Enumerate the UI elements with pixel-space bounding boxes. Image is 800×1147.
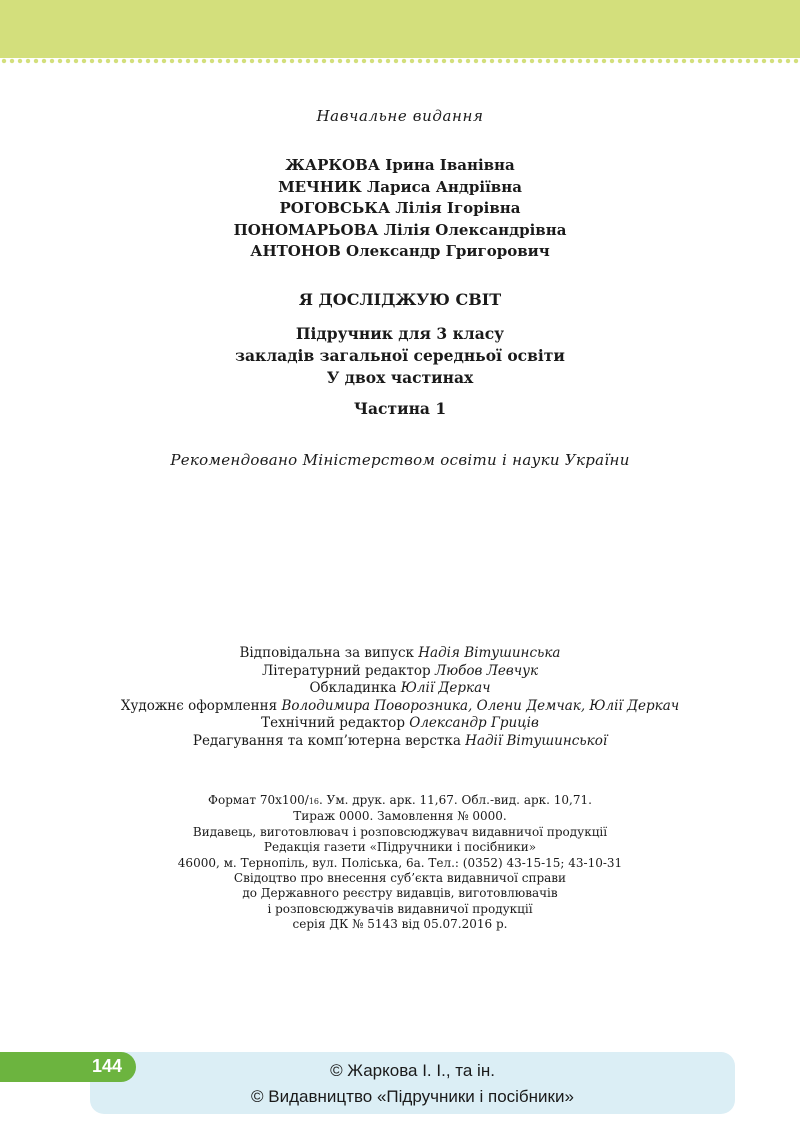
credit-role: Технічний редактор bbox=[261, 715, 405, 731]
credit-line bbox=[0, 645, 800, 663]
credit-line bbox=[0, 663, 800, 681]
credit-role: Літературний редактор bbox=[261, 662, 431, 679]
credit-line bbox=[0, 698, 800, 716]
copyright-authors: © Жаркова І. І., та ін. bbox=[330, 1061, 495, 1080]
format-sub: 16 bbox=[308, 797, 320, 806]
author-name: Лілія Олександрівна bbox=[383, 220, 567, 239]
print-info-line: і розповсюджувачів видавничої продукції bbox=[267, 901, 533, 916]
author-line bbox=[0, 220, 800, 242]
credit-person: Володимира Поворозника, Олени Демчак, Юлії Деркач bbox=[281, 697, 680, 714]
author-surname: МЕЧНИК bbox=[278, 177, 362, 196]
imprint-type: Навчальне видання bbox=[316, 107, 484, 125]
subtitle-line: Підручник для 3 класу bbox=[295, 324, 505, 343]
print-info-line: Тираж 0000. Замовлення № 0000. bbox=[293, 809, 507, 824]
author-line bbox=[0, 198, 800, 220]
author-surname: ПОНОМАРЬОВА bbox=[233, 220, 379, 239]
recommendation-note: Рекомендовано Міністерством освіти і науки України bbox=[170, 451, 630, 469]
dotted-border bbox=[0, 58, 800, 64]
book-subtitle bbox=[0, 323, 800, 389]
credit-role: Відповідальна за випуск bbox=[239, 645, 414, 661]
print-info-block bbox=[0, 793, 800, 933]
print-format-line bbox=[0, 793, 800, 809]
credit-person: Олександр Гриців bbox=[409, 715, 539, 731]
credit-person: Надія Вітушинська bbox=[418, 645, 561, 661]
print-info-line: Свідоцтво про внесення суб’єкта видавничої справи bbox=[233, 871, 567, 886]
book-title: Я ДОСЛІДЖУЮ СВІТ bbox=[298, 290, 502, 309]
author-name: Олександр Григорович bbox=[346, 242, 550, 260]
credit-line bbox=[0, 715, 800, 733]
author-surname: ЖАРКОВА bbox=[285, 156, 381, 174]
author-line bbox=[0, 155, 800, 177]
print-info-line: серія ДК № 5143 від 05.07.2016 р. bbox=[292, 917, 508, 932]
page-number: 144 bbox=[91, 1056, 122, 1076]
credit-role: Обкладинка bbox=[309, 680, 397, 696]
author-line bbox=[0, 241, 800, 263]
credit-person: Любов Левчук bbox=[434, 662, 539, 679]
author-surname: РОГОВСЬКА bbox=[279, 199, 391, 217]
author-line bbox=[0, 177, 800, 199]
page-number-tab bbox=[0, 1052, 136, 1082]
print-info-line: 46000, м. Тернопіль, вул. Поліська, 6а. Тел.: (0352) 43-15-15; 43-10-31 bbox=[177, 855, 623, 870]
print-info-line: Редакція газети «Підручники і посібники» bbox=[263, 840, 537, 855]
book-part: Частина 1 bbox=[353, 399, 447, 418]
credit-person: Надії Вітушинської bbox=[465, 732, 608, 749]
subtitle-line: У двох частинах bbox=[326, 368, 474, 387]
credit-person: Юлії Деркач bbox=[400, 680, 491, 696]
author-name: Лілія Ігорівна bbox=[395, 199, 521, 217]
author-surname: АНТОНОВ bbox=[250, 242, 341, 260]
print-info-line: до Державного реєстру видавців, виготовлювачів bbox=[242, 886, 558, 901]
top-decorative-band bbox=[0, 0, 800, 58]
credit-role: Художнє оформлення bbox=[120, 697, 278, 714]
author-name: Лариса Андріївна bbox=[367, 177, 522, 196]
subtitle-line: закладів загальної середньої освіти bbox=[235, 346, 565, 365]
copyright-publisher: © Видавництво «Підручники і посібники» bbox=[251, 1087, 574, 1106]
credits-block bbox=[0, 645, 800, 750]
print-info-line: Видавець, виготовлювач і розповсюджувач видавничої продукції bbox=[192, 824, 608, 839]
credit-role: Редагування та комп’ютерна верстка bbox=[192, 732, 461, 749]
authors-list bbox=[0, 155, 800, 263]
format-rest: . Ум. друк. арк. 11,67. Обл.-вид. арк. 10,71. bbox=[319, 793, 592, 807]
author-name: Ірина Іванівна bbox=[385, 156, 515, 174]
format-prefix: Формат 70х100/ bbox=[208, 793, 309, 807]
credit-line bbox=[0, 733, 800, 751]
credit-line bbox=[0, 680, 800, 698]
